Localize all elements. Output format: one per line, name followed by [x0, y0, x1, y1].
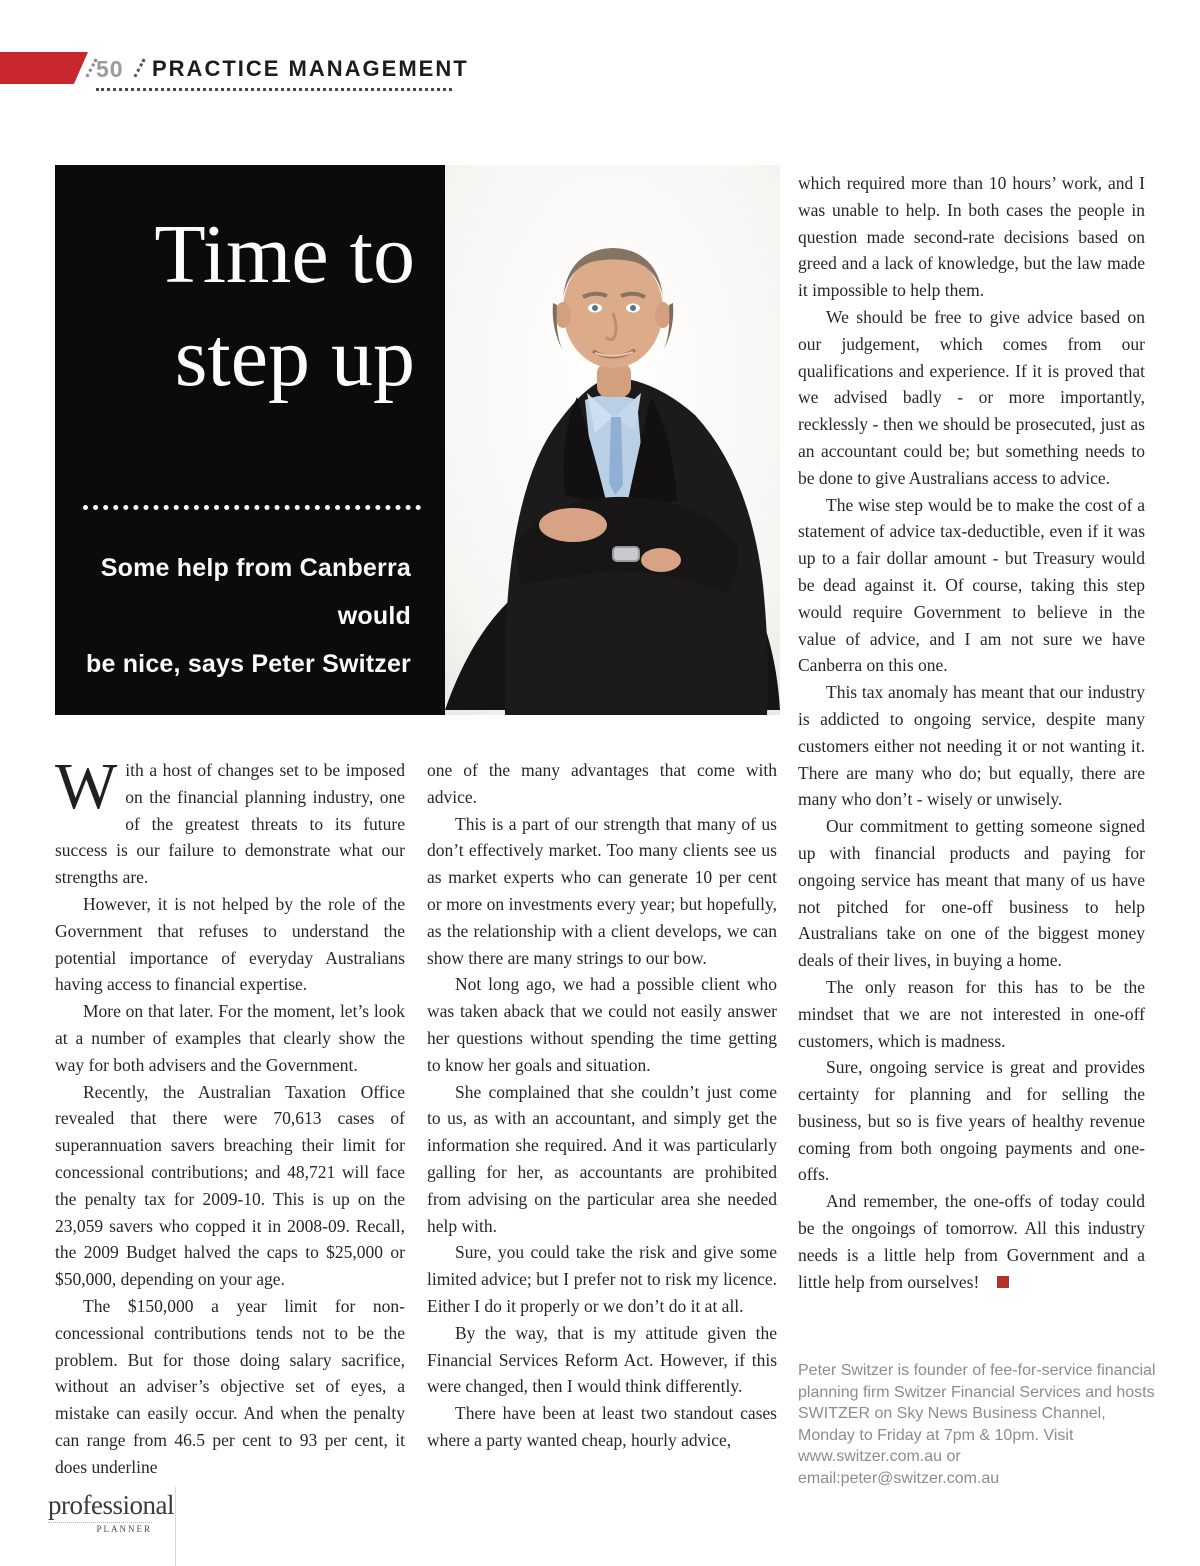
- paragraph: one of the many advantages that come with advice.: [427, 760, 777, 807]
- end-of-article-marker-icon: [997, 1276, 1009, 1288]
- magazine-logo-wordmark: professional: [48, 1490, 152, 1523]
- standfirst: [55, 544, 445, 688]
- paragraph: We should be free to give advice based on our judgement, which comes from our qualifications and experience. If it is proved that we advised badly - or more importantly, recklessly - then we should be prosecuted, just as an accountant could be; but something needs to be done to give Australians access to advice.: [798, 306, 1145, 488]
- magazine-logo: [48, 1490, 174, 1534]
- paragraph: This tax anomaly has meant that our industry is addicted to ongoing service, despite many customers either not needing it or not wanting it. There are many who do; but equally, there are many who don’t - wisely or unwisely.: [798, 682, 1145, 810]
- paragraph: [55, 750, 405, 891]
- standfirst-line: Some help from Canberra would: [100, 554, 411, 630]
- portrait-photo: [445, 165, 780, 715]
- paragraph-text: And remember, the one-offs of today could be the ongoings of tomorrow. All this industry needs is a little help from Government and a little help from ourselves!: [798, 1191, 1145, 1292]
- section-title: PRACTICE MANAGEMENT: [152, 56, 469, 81]
- article-title-line: step up: [174, 311, 415, 404]
- paragraph: However, it is not helped by the role of the Government that refuses to understand the potential importance of everyday Australians having access to financial expertise.: [55, 893, 405, 995]
- paragraph: The $150,000 a year limit for non-concessional contributions tends not to be the problem. But for those doing salary sacrifice, without an adviser’s objective set of eyes, a mistake can easily occur. And when the penalty can range from 46.5 per cent to 93 per cent, it does underline: [55, 1295, 405, 1477]
- paragraph: Not long ago, we had a possible client who was taken aback that we could not easily answer her questions without spending the time getting to know her goals and situation.: [427, 974, 777, 1075]
- paragraph: There have been at least two standout cases where a party wanted cheap, hourly advice,: [427, 1403, 777, 1450]
- paragraph: The wise step would be to make the cost of a statement of advice tax-deductible, even if it was up to a fair dollar amount - but Treasury would be dead against it. Of course, taking this step would require Government to believe in the value of advice, and I am not sure we have Canberra on this one.: [798, 494, 1145, 676]
- red-flag-decoration: [0, 52, 88, 84]
- paragraph: By the way, that is my attitude given the Financial Services Reform Act. However, if this were changed, then I would think differently.: [427, 1322, 777, 1397]
- paragraph: Our commitment to getting someone signed up with financial products and paying for ongoing service has meant that many of us have not pitched for one-off business to help Australians take on one of the biggest money deals of their lives, in buying a home.: [798, 816, 1145, 971]
- article-title: [55, 203, 445, 409]
- author-bio: Peter Switzer is founder of fee-for-service financial planning firm Switzer Financial Services and hosts SWITZER on Sky News Business Channel, Monday to Friday at 7pm & 10pm. Visit www.switzer.com.au or email:peter@switzer.com.au: [798, 1362, 1156, 1487]
- magazine-logo-subtitle: PLANNER: [96, 1524, 152, 1534]
- paragraph: Sure, you could take the risk and give some limited advice; but I prefer not to risk my licence. Either I do it properly or we don’t do it at all.: [427, 1242, 777, 1316]
- feature-title-panel: [55, 165, 445, 715]
- article-column-1: [55, 750, 405, 1481]
- article-title-line: Time to: [154, 208, 415, 301]
- paragraph: She complained that she couldn’t just come to us, as with an accountant, and simply get the information she required. And it was particularly galling for her, as accountants are prohibited from advising on the particular area she needed help with.: [427, 1081, 777, 1236]
- portrait-photo-illustration: [445, 165, 780, 715]
- page-number: 50: [96, 56, 124, 82]
- dotted-separator-decoration: [83, 505, 421, 510]
- paragraph: This is a part of our strength that many of us don’t effectively market. Too many clients see us as market experts who can generate 10 per cent or more on investments every year; but hopefully, as the relationship with a client develops, we can show there are many strings to our bow.: [427, 813, 777, 968]
- paragraph: Sure, ongoing service is great and provides certainty for planning and for selling the business, but so is five years of healthy revenue coming from both ongoing payments and one-offs.: [798, 1057, 1145, 1185]
- drop-cap: W: [55, 750, 118, 823]
- paragraph: which required more than 10 hours’ work, and I was unable to help. In both cases the people in question made second-rate decisions based on greed and a lack of knowledge, but the law made it impossible to help them.: [798, 173, 1145, 301]
- dotted-underline-decoration: [96, 88, 452, 91]
- article-column-2: [427, 757, 777, 1454]
- paragraph-text: ith a host of changes set to be imposed on the financial planning industry, one of the greatest threats to its future success is our failure to demonstrate what our strengths are.: [55, 760, 405, 888]
- paragraph: The only reason for this has to be the mindset that we are not interested in one-off customers, which is madness.: [798, 976, 1145, 1051]
- dotted-slash-icon: [133, 58, 145, 77]
- paragraph: More on that later. For the moment, let’s look at a number of examples that clearly show the way for both advisers and the Government.: [55, 1001, 405, 1075]
- standfirst-line: be nice, says Peter Switzer: [85, 650, 411, 678]
- paragraph: Recently, the Australian Taxation Office revealed that there were 70,613 cases of superannuation savers breaching their limit for concessional contributions; and 48,721 will face the penalty tax for 2009-10. This is up on the 23,059 savers who copped it in 2008-09. Recall, the 2009 Budget halved the caps to $25,000 or $50,000, depending on your age.: [55, 1081, 405, 1290]
- paragraph: [798, 1188, 1145, 1295]
- footer-divider-line: [175, 1487, 176, 1566]
- article-column-3: [798, 170, 1145, 1295]
